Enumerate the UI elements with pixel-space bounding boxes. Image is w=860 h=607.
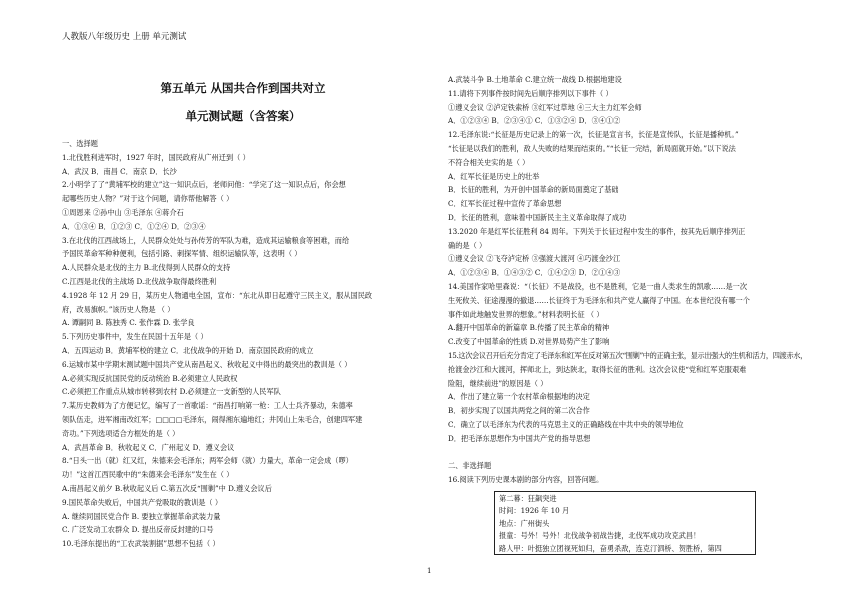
box-line: 第二幕：狂飙突进 — [499, 494, 557, 503]
text-line: A．武昌革命 B．秋收起义 C．广州起义 D．遵义会议 — [62, 442, 235, 452]
text-line: 12.毛泽东说:“长征是历史记录上的第一次，长征是宣言书，长征是宣传队，长征是播种机。” — [448, 130, 739, 140]
text-line: A.南昌起义前夕 B.秋收起义后 C.第五次反“围剿”中 D.遵义会议后 — [62, 483, 272, 493]
text-line: 2.小明学了了“黄埔军校的建立”这一知识点后，老师问他：“学完了这一知识点后，你会想 — [62, 180, 346, 190]
text-line: 领队伍走，进军湘南改红军；□□□□毛泽东，闹得湘东遍地红；井冈山上朱毛合，创建四军建 — [62, 414, 363, 424]
box-line: 时间：1926 年 10 月 — [499, 506, 570, 516]
unit-title: 第五单元 从国共合作到国共对立 — [160, 81, 326, 95]
right-column — [448, 73, 810, 487]
text-line: 3.在北伐的江西战场上，人民群众处处与孙传芳的军队为难，造成其运输粮食等困难，而给 — [62, 235, 350, 245]
text-line: 奇功。”下列选项适合方框处的是（ ） — [62, 428, 180, 438]
text-line: ①遵义会议 ②飞夺泸定桥 ③强渡大渡河 ④巧渡金沙江 — [448, 254, 621, 264]
text-line: A．作出了建立第一个农村革命根据地的决定 — [448, 392, 590, 402]
text-line: 不符合相关史实的是（ ） — [448, 157, 530, 167]
text-line: 9.国民革命失败后，中国共产党吸取的教训是（ ） — [62, 497, 223, 507]
text-line: ①遵义会议 ②泸定铁索桥 ③红军过草地 ④三大主力红军会师 — [448, 102, 642, 112]
text-line: 14.美国作家哈里森说：“（长征）不是战役，也不是胜利，它是一曲人类求生的凯歌……是一次 — [448, 281, 748, 291]
text-line: 抢渡金沙江和大渡河，挥师北上，到达陕北，取得长征的胜利。这次会议使“党和红军克服艰难 — [448, 364, 747, 374]
box-line: 报童：号外！号外！北伐战争初战告捷，北伐军成功攻克武昌！ — [499, 531, 701, 541]
text-line: A．①②③④ B．②③④① C．①③②④ D．③④①② — [448, 116, 621, 126]
text-line: 府，改易旗帜。”该历史人物是 （ ） — [62, 304, 175, 314]
text-line: A．五四运动 B．黄埔军校的建立 C．北伐战争的开始 D．南京国民政府的成立 — [62, 345, 314, 355]
text-line: C．确立了以毛泽东为代表的马克思主义的正确路线在中共中央的领导地位 — [448, 419, 684, 429]
script-excerpt-box — [494, 491, 756, 555]
text-line: A．①③④ B．①②③ C．①②④ D．②③④ — [62, 221, 206, 231]
text-line: D．长征的胜利，意味着中国新民主主义革命取得了成功 — [448, 212, 627, 222]
text-line: C．红军长征过程中宣传了革命思想 — [448, 199, 562, 209]
text-line: 4.1928 年 12 月 29 日，某历史人物通电全国，宣布：“东北从即日起遵守三民主义，服从国民政 — [62, 290, 373, 300]
text-line: 1.北伐胜利进军时，1927 年时，国民政府从广州迁到（ ） — [62, 152, 250, 162]
text-line: 16.阅读下列历史课本剧的部分内容，回答问题。 — [448, 475, 604, 485]
text-line: 13.2020 年是红军长征胜利 84 周年。下列关于长征过程中发生的事件，按其先后顺序排列正 — [448, 226, 746, 236]
text-line: A. 谭嗣同 B. 陈独秀 C. 张作霖 D. 张学良 — [62, 318, 195, 328]
text-line: C.必须把工作重点从城市转移到农村 D.必须建立一支新型的人民军队 — [62, 387, 281, 397]
text-line: A.必须实现反抗国民党的反动统治 B.必须建立人民政权 — [62, 373, 238, 383]
box-line: 路人甲：叶挺独立团视死如归，奋勇杀敌，连克汀泗桥、贺胜桥，第四 — [499, 543, 722, 553]
text-line: C.改变了中国革命的性质 D.对世界局势产生了影响 — [448, 337, 610, 347]
test-subtitle: 单元测试题（含答案） — [185, 109, 301, 123]
page-number: 1 — [427, 567, 432, 575]
document-header: 人教版八年级历史 上册 单元测试 — [62, 32, 187, 42]
text-line: A.武装斗争 B.土地革命 C.建立统一战线 D.根据地建设 — [448, 75, 622, 84]
text-line: A．①②③④ B．①④③② C．①④②③ D．②①④③ — [448, 268, 621, 278]
text-line: A.人民群众是北伐的主力 B.北伐得到人民群众的支持 — [62, 263, 231, 273]
text-line: 15.这次会议召开后充分肯定了毛泽东和红军在反对第五次“围剿”中的正确主张，显示出强大的生机和活力，四渡赤水， — [448, 350, 807, 360]
text-line: 险阻，继续前进”的原因是（ ） — [448, 378, 548, 388]
text-line: 7.某历史教师为了方便记忆，编写了一首歌谣：“南昌打响第一枪：工人士兵齐暴动，朱德率 — [62, 401, 353, 411]
text-line — [448, 446, 810, 460]
text-line: 事件如此地触发世界的想象。”材料表明长征 （ ） — [448, 309, 604, 319]
text-line: 生死攸关、征途漫漫的撤退……长征终于为毛泽东和共产党人赢得了中国。在本世纪没有哪一个 — [448, 295, 750, 305]
text-line: ①周恩来 ②孙中山 ③毛泽东 ④蒋介石 — [62, 207, 184, 217]
text-line: 起哪些历史人物？”对于这个问题，请你帮他解答（ ） — [62, 194, 234, 204]
text-line: 10.毛泽东提出的“工农武装割据”思想不包括（ ） — [62, 539, 220, 549]
text-line: A.翻开中国革命的新篇章 B.传播了民主革命的精神 — [448, 323, 610, 333]
text-line: A．红军长征是历史上的壮举 — [448, 171, 540, 181]
text-line: 二、非选择题 — [448, 461, 492, 471]
box-line: 地点：广州街头 — [499, 518, 550, 528]
text-line: 确的是（ ） — [448, 240, 487, 250]
text-line: A. 继续同国民党合作 B. 要独立掌握革命武装力量 — [62, 511, 221, 521]
text-line: D．把毛泽东思想作为中国共产党的指导思想 — [448, 433, 591, 443]
text-line: C.江西是北伐的主战场 D.北伐战争取得最终胜利 — [62, 276, 217, 286]
text-line: B．初步实现了以国共两党之间的第二次合作 — [448, 406, 590, 416]
text-line: 6.运城市某中学期末测试题中国共产党从南昌起义、秋收起义中得出的最突出的教训是（ ） — [62, 359, 352, 369]
text-line: 予国民革命军种种便利，包括引路、刺探军情、组织运输队等，这表明（ ） — [62, 249, 302, 259]
text-line: 8.“日头一出（就）红又红，朱德来会毛泽东；两军会师（就）力量大，革命一定会成（啰） — [62, 456, 353, 466]
text-line: “长征是以我们的胜利，敌人失败的结果而结束的。”“长征一完结，新局面就开始。”以下说法 — [448, 143, 736, 153]
text-line: 5.下列历史事件中，发生在民国十五年是（ ） — [62, 332, 208, 342]
text-line: 一、选择题 — [62, 139, 98, 148]
text-line: 11.请将下列事件按时间先后顺序排列以下事件（ ） — [448, 88, 613, 98]
text-line: 功！”这首江西民歌中的“朱德来会毛泽东”发生在（ ） — [62, 470, 234, 480]
text-line: C. 广泛发动工农群众 D. 提出反帝反封建的口号 — [62, 525, 214, 535]
text-line: B．长征的胜利，为开创中国革命的新局面奠定了基础 — [448, 185, 619, 195]
text-line: A．武汉 B．南昌 C．南京 D．长沙 — [62, 166, 177, 176]
left-column — [62, 137, 424, 551]
